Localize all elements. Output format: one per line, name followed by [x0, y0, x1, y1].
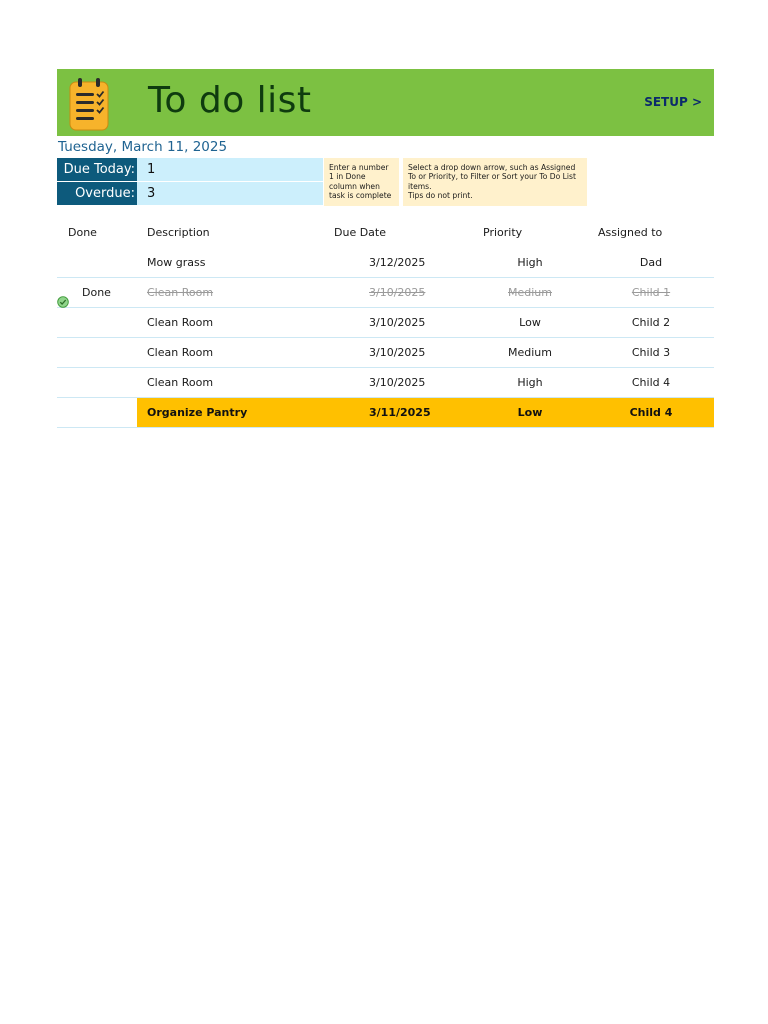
tip-filter-sort [403, 158, 587, 206]
todo-table [57, 218, 714, 428]
assigned-cell[interactable]: Dad [639, 256, 663, 269]
column-header-description[interactable]: Description [147, 226, 210, 239]
table-row [57, 368, 714, 398]
priority-cell[interactable]: Low [519, 316, 541, 329]
overdue-value: 3 [137, 182, 323, 205]
column-header-priority[interactable]: Priority [483, 226, 523, 239]
table-row [57, 308, 714, 338]
description-cell[interactable]: Clean Room [147, 376, 214, 389]
current-date: Tuesday, March 11, 2025 [58, 139, 228, 155]
assigned-cell[interactable]: Child 2 [631, 316, 671, 329]
priority-cell[interactable]: High [517, 256, 543, 269]
tip-line: Enter a number [329, 163, 389, 172]
assigned-cell[interactable]: Child 3 [631, 346, 671, 359]
priority-cell[interactable]: Medium [508, 286, 552, 299]
tip-line: To or Priority, to Filter or Sort your To Do List [408, 172, 576, 182]
tip-line: 1 in Done [329, 172, 366, 182]
setup-link[interactable]: SETUP > [644, 95, 702, 109]
table-row [57, 338, 714, 368]
due-today-value: 1 [137, 158, 323, 181]
due-today-label: Due Today: [57, 158, 137, 181]
table-row [57, 248, 714, 278]
header-banner [57, 69, 714, 136]
due-date-cell[interactable]: 3/11/2025 [369, 406, 431, 419]
tip-line: task is complete [329, 191, 392, 201]
table-header-row [57, 218, 714, 248]
priority-cell[interactable]: Low [517, 406, 543, 419]
priority-cell[interactable]: Medium [508, 346, 552, 359]
tip-done-column [324, 158, 399, 206]
column-header-done[interactable]: Done [68, 226, 97, 239]
tip-line: Tips do not print. [408, 191, 473, 201]
column-header-assigned-to[interactable]: Assigned to [598, 226, 663, 239]
due-date-cell[interactable]: 3/10/2025 [369, 286, 426, 299]
priority-cell[interactable]: High [517, 376, 543, 389]
tip-line: items. [408, 181, 432, 191]
due-date-cell[interactable]: 3/10/2025 [369, 316, 426, 329]
column-header-due-date[interactable]: Due Date [334, 226, 386, 239]
due-date-cell[interactable]: 3/10/2025 [369, 346, 426, 359]
done-cell[interactable]: Done [82, 286, 111, 299]
page-title: To do list [148, 80, 312, 121]
overdue-label: Overdue: [57, 182, 137, 205]
tip-line: Select a drop down arrow, such as Assigned [408, 163, 576, 172]
check-circle-icon [57, 296, 69, 308]
tip-line: column when [329, 181, 380, 191]
description-cell[interactable]: Mow grass [147, 256, 206, 269]
description-cell[interactable]: Clean Room [147, 346, 214, 359]
description-cell[interactable]: Organize Pantry [147, 406, 248, 419]
table-row [57, 278, 714, 308]
description-cell[interactable]: Clean Room [147, 316, 214, 329]
assigned-cell[interactable]: Child 1 [631, 286, 671, 299]
description-cell[interactable]: Clean Room [147, 286, 214, 299]
table-row-due-today [57, 398, 714, 428]
clipboard-checklist-icon [67, 76, 111, 132]
due-date-cell[interactable]: 3/12/2025 [369, 256, 426, 269]
assigned-cell[interactable]: Child 4 [631, 376, 671, 389]
assigned-cell[interactable]: Child 4 [629, 406, 673, 419]
due-date-cell[interactable]: 3/10/2025 [369, 376, 426, 389]
